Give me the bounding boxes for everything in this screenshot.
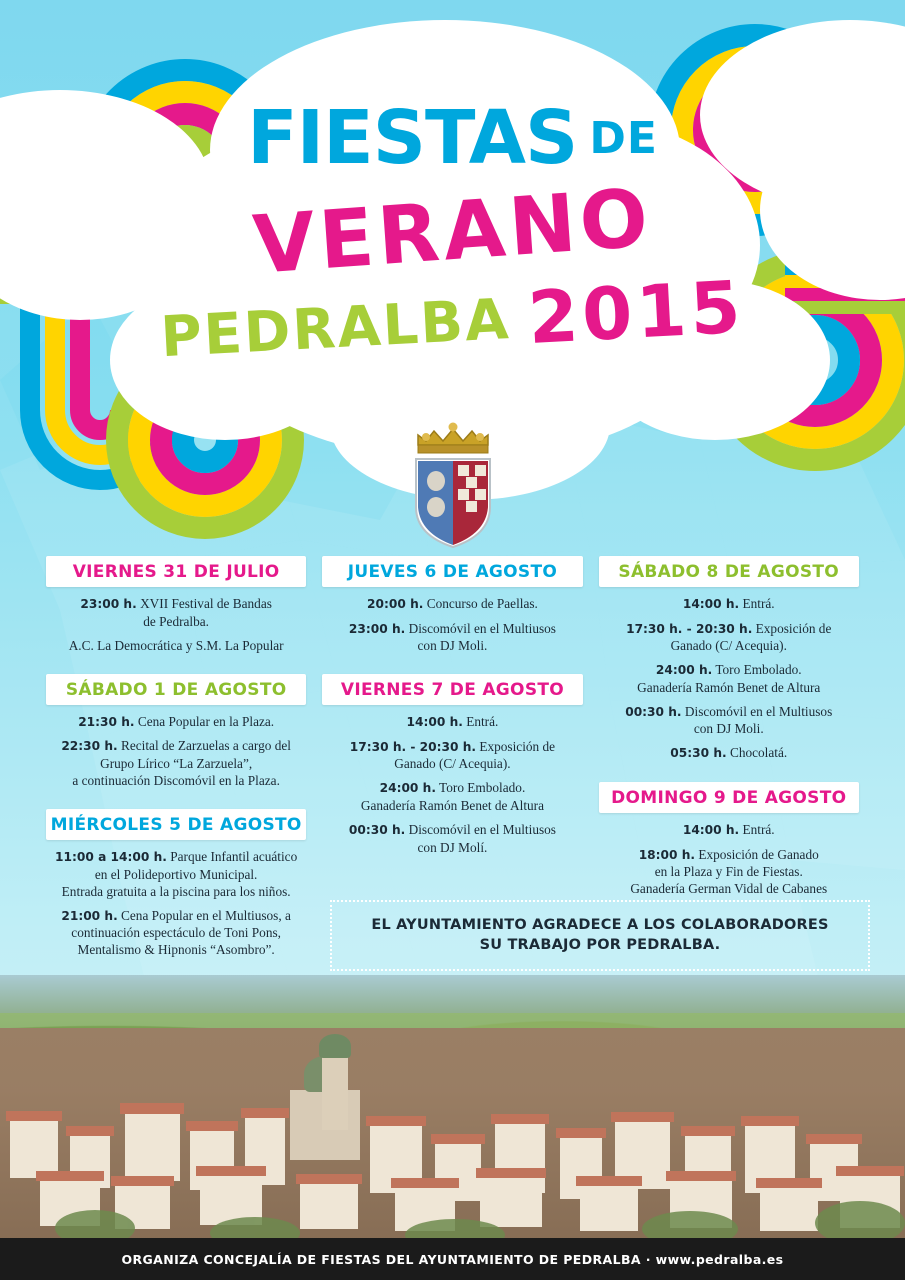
event-time: 21:00 h.	[61, 908, 118, 923]
event-text: Discomóvil en el Multiusos	[408, 822, 556, 838]
event-subtext: en el Polideportivo Municipal.	[94, 866, 258, 882]
footer-text: ORGANIZA CONCEJALÍA DE FIESTAS DEL AYUNTAMIENTO DE PEDRALBA ·	[121, 1251, 656, 1267]
event-item	[599, 703, 859, 738]
day-events	[46, 713, 306, 789]
event-time: 14:00 h.	[682, 823, 740, 838]
event-item	[599, 744, 859, 762]
title-fiestas: FIESTAS	[247, 95, 578, 181]
day-events	[322, 595, 582, 654]
event-item	[599, 595, 859, 613]
event-time: 18:00 h.	[638, 847, 696, 862]
event-time: 14:00 h.	[682, 597, 740, 611]
event-time: 17:30 h. - 20:30 h.	[349, 739, 477, 754]
event-subtext: Mentalismo & Hipnonis “Asombro”.	[77, 942, 275, 958]
event-subtext: con DJ Moli.	[693, 721, 764, 737]
day-title: SÁBADO 1 DE AGOSTO	[46, 674, 306, 705]
event-item	[322, 738, 582, 773]
event-item	[322, 595, 582, 613]
event-text: Exposición de	[755, 620, 832, 636]
event-subtext: Ganadería German Vidal de Cabanes	[630, 881, 828, 897]
event-subtext: a continuación Discomóvil en la Plaza.	[72, 772, 280, 788]
event-time: 11:00 a 14:00 h.	[55, 849, 167, 864]
event-item	[322, 620, 582, 655]
coat-of-arms	[398, 415, 508, 555]
event-item	[322, 713, 582, 731]
event-text: Parque Infantil acuático	[170, 848, 298, 864]
thanks-box	[330, 900, 870, 971]
event-item	[46, 595, 306, 630]
event-text: A.C. La Democrática y S.M. La Popular	[68, 637, 284, 653]
event-time: 24:00 h.	[379, 781, 436, 796]
event-time: 05:30 h.	[670, 746, 727, 761]
event-subtext: con DJ Moli.	[417, 638, 488, 654]
event-text: Discomóvil en el Multiusos	[684, 703, 833, 719]
event-subtext: Ganado (C/ Acequia).	[394, 756, 511, 772]
event-text: Recital de Zarzuelas a cargo del	[121, 738, 291, 754]
event-subtext: Grupo Lírico “La Zarzuela”,	[100, 755, 253, 771]
thanks-line-2: SU TRABAJO POR PEDRALBA.	[479, 936, 721, 953]
day-title: JUEVES 6 DE AGOSTO	[322, 556, 582, 587]
footer-bar	[0, 1238, 905, 1280]
event-subtext: Ganadería Ramón Benet de Altura	[360, 798, 545, 814]
day-events	[46, 848, 306, 958]
event-subtext: en la Plaza y Fin de Fiestas.	[654, 864, 803, 880]
event-item	[322, 779, 582, 814]
event-time: 00:30 h.	[625, 704, 682, 719]
event-item	[599, 620, 859, 655]
event-time: 24:00 h.	[655, 663, 713, 678]
event-text: Toro Embolado.	[439, 780, 526, 796]
event-item	[46, 848, 306, 900]
event-text: Toro Embolado.	[715, 662, 802, 678]
program-column-1	[38, 556, 314, 978]
event-text: Entrá.	[742, 822, 775, 838]
event-item	[46, 907, 306, 959]
event-subtext: Entrada gratuita a la piscina para los niños.	[61, 883, 291, 899]
event-time: 23:00 h.	[348, 621, 406, 636]
title-verano: VERANO	[250, 171, 655, 292]
event-text: Cena Popular en la Plaza.	[137, 713, 275, 729]
title-year: 2015	[525, 264, 747, 360]
event-time: 20:00 h.	[367, 597, 424, 611]
event-time: 21:30 h.	[78, 714, 135, 729]
event-item	[46, 737, 306, 789]
day-events	[322, 713, 582, 855]
event-item	[46, 637, 306, 654]
event-text: Cena Popular en el Multiusos, a	[121, 907, 291, 923]
day-title: MIÉRCOLES 5 DE AGOSTO	[46, 809, 306, 840]
title-pedralba: PEDRALBA	[159, 286, 512, 370]
day-events	[599, 595, 859, 762]
event-text: Entrá.	[466, 714, 499, 730]
event-subtext: de Pedralba.	[143, 613, 209, 629]
event-subtext: Ganadería Ramón Benet de Altura	[637, 679, 821, 695]
event-text: Exposición de	[479, 738, 556, 754]
event-item	[599, 821, 859, 839]
event-time: 14:00 h.	[406, 715, 463, 730]
title-de: DE	[589, 112, 658, 164]
event-time: 23:00 h.	[80, 597, 137, 611]
event-item	[322, 821, 582, 856]
day-title: SÁBADO 8 DE AGOSTO	[599, 556, 859, 587]
event-text: XVII Festival de Bandas	[140, 596, 272, 611]
footer-url-link[interactable]: www.pedralba.es	[655, 1251, 784, 1267]
event-subtext: con DJ Molí.	[417, 839, 488, 855]
event-text: Concurso de Paellas.	[426, 596, 538, 611]
day-events	[46, 595, 306, 654]
event-text: Entrá.	[742, 596, 775, 611]
thanks-line-1: EL AYUNTAMIENTO AGRADECE A LOS COLABORADORES	[371, 917, 829, 933]
day-title: DOMINGO 9 DE AGOSTO	[599, 782, 859, 813]
event-subtext: continuación espectáculo de Toni Pons,	[71, 925, 281, 941]
event-item	[599, 846, 859, 898]
town-photograph	[0, 975, 905, 1280]
day-title: VIERNES 7 DE AGOSTO	[322, 674, 582, 705]
event-text: Exposición de Ganado	[698, 846, 819, 862]
event-subtext: Ganado (C/ Acequia).	[670, 638, 787, 654]
event-text: Chocolatá.	[729, 745, 788, 761]
day-title: VIERNES 31 DE JULIO	[46, 556, 306, 587]
day-events	[599, 821, 859, 897]
event-time: 22:30 h.	[61, 739, 118, 754]
event-item	[599, 661, 859, 696]
event-item	[46, 713, 306, 731]
event-time: 00:30 h.	[348, 823, 406, 838]
event-text: Discomóvil en el Multiusos	[408, 620, 556, 636]
event-time: 17:30 h. - 20:30 h.	[626, 621, 753, 636]
